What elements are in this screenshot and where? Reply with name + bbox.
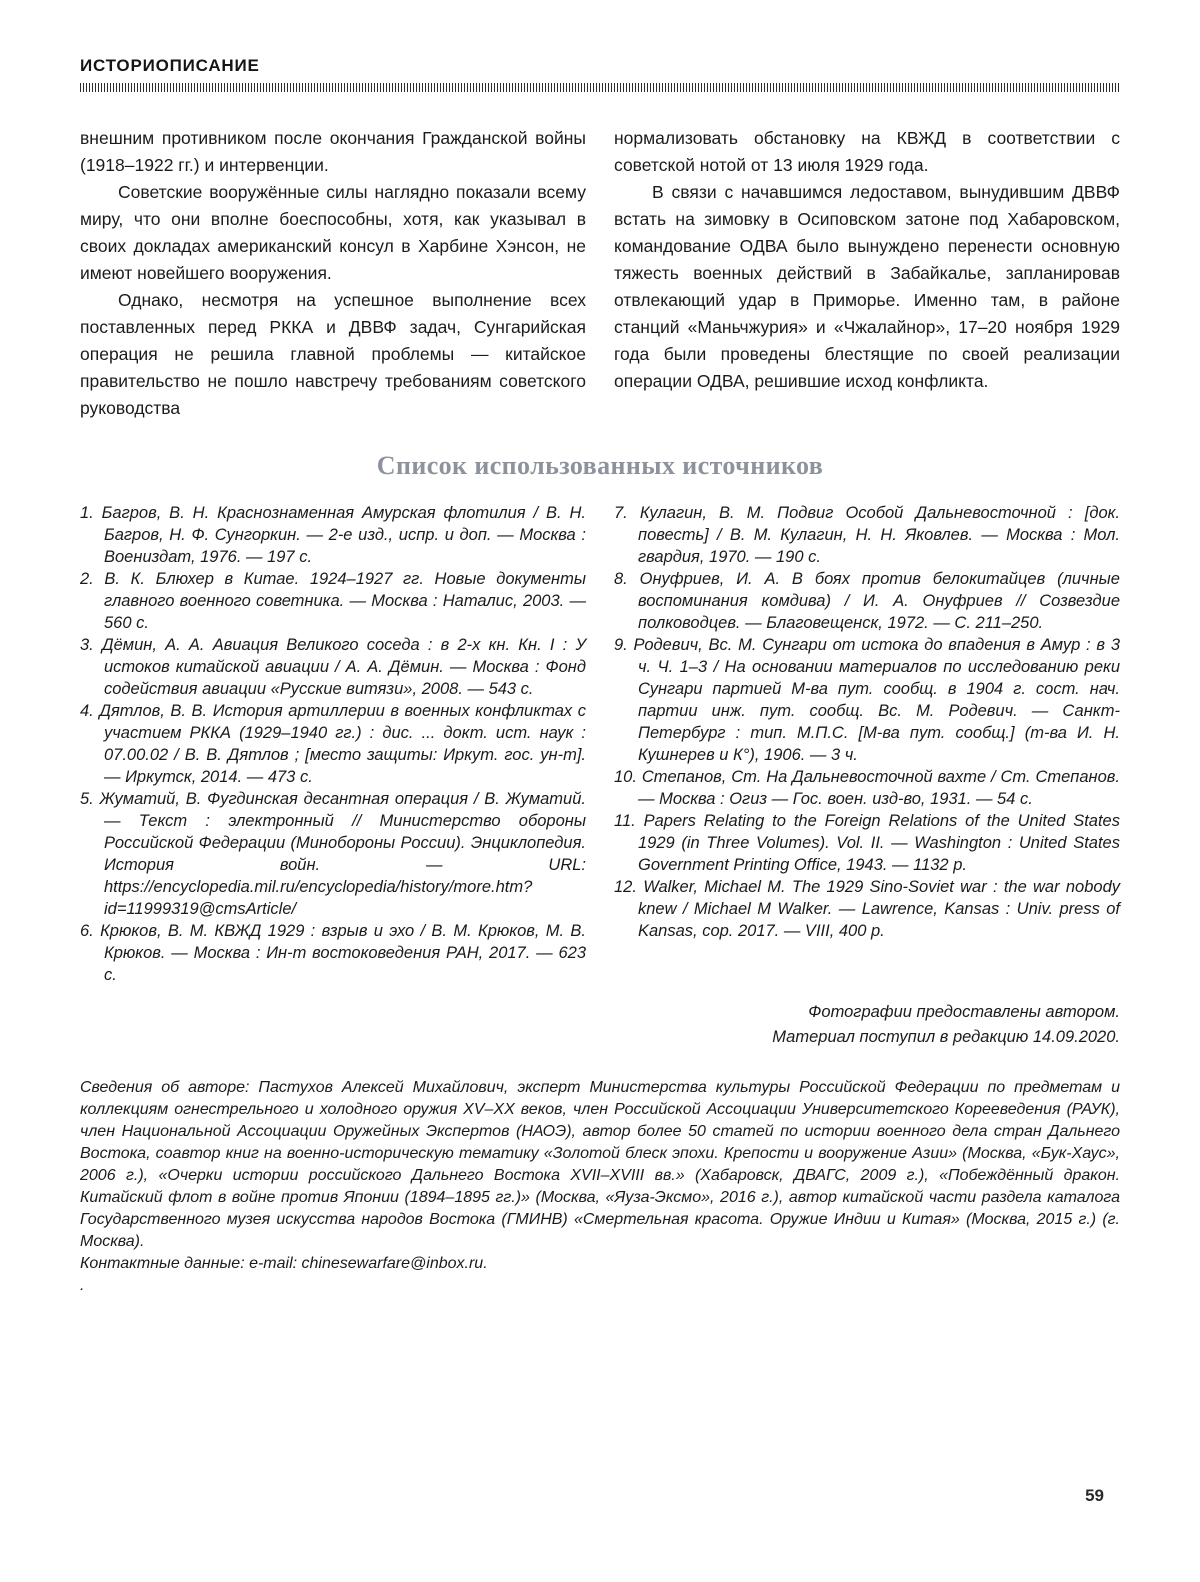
article-body [80,125,1120,422]
body-right-column [614,125,1120,422]
editorial-notes [80,1000,1120,1050]
reference-item: 11. Papers Relating to the Foreign Relations of the United States 1929 (in Three Volumes). Vol. II. — Washington : United States Government Printing Office, 1943. — 1132 p. [614,812,1120,874]
body-paragraph: Советские вооружённые силы наглядно показали всему миру, что они вполне боеспособны, хотя, как указывал в своих докладах американский консул в Харбине Хэнсон, не имеют новейшего вооружения. [80,182,586,283]
page-number: 59 [1085,1486,1104,1505]
reference-item: 5. Жуматий, В. Фугдинская десантная операция / В. Жуматий. — Текст : электронный // Министерство обороны Российской Федерации (Минобороны России). Энциклопедия. История войн. — URL: https://encyclopedia.mil.ru/encyclopedia/history/more.htm?id=11999319@cmsArticle/ [80,790,586,918]
body-paragraph: внешним противником после окончания Гражданской войны (1918–1922 гг.) и интервенции. [80,128,586,175]
reference-item: 7. Кулагин, В. М. Подвиг Особой Дальневосточной : [док. повесть] / В. М. Кулагин, Н. Н. Яковлев. — Москва : Мол. гвардия, 1970. — 190 с. [614,504,1120,566]
reference-item: 12. Walker, Michael M. The 1929 Sino-Soviet war : the war nobody knew / Michael M Walker. — Lawrence, Kansas : Univ. press of Kansas, cop. 2017. — VIII, 400 p. [614,878,1120,940]
reference-item: 3. Дёмин, А. А. Авиация Великого соседа : в 2-х кн. Кн. I : У истоков китайской авиации / А. А. Дёмин. — Москва : Фонд содействия авиации «Русские витязи», 2008. — 543 с. [80,636,586,698]
reference-item: 8. Онуфриев, И. А. В боях против белокитайцев (личные воспоминания комдива) / И. А. Онуфриев // Созвездие полководцев. — Благовещенск, 1972. — С. 211–250. [614,570,1120,632]
section-title: ИСТОРИОПИСАНИЕ [80,56,260,75]
page-header [80,56,1120,92]
body-paragraph: Однако, несмотря на успешное выполнение всех поставленных перед РККА и ДВВФ задач, Сунгарийская операция не решила главной проблемы — китайское правительство не пошло навстречу требованиям советского руководства [80,290,586,418]
author-info-block [80,1077,1120,1297]
sources-heading: Список использованных источников [376,451,824,480]
author-bio: Сведения об авторе: Пастухов Алексей Михайлович, эксперт Министерства культуры Российской Федерации по предметам и коллекциям огнестрельного и холодного оружия XV–XX веков, член Российской Ассоциации Университетского Корееведения (РАУК), член Национальной Ассоциации Оружейных Экспертов (НАОЭ), автор более 50 статей по истории военного дела стран Дальнего Востока, соавтор книг на военно-историческую тематику «Золотой блеск эпохи. Крепости и вооружение Азии» (Москва, «Бук-Хаус», 2006 г.), «Очерки истории российского Дальнего Востока XVII–XVIII вв.» (Хабаровск, ДВАГС, 2009 г.), «Побеждённый дракон. Китайский флот в войне против Японии (1894–1895 гг.)» (Москва, «Яуза-Эксмо», 2016 г.), автор китайской части раздела каталога Государственного музея искусства народов Востока (ГМИНВ) «Смертельная красота. Оружие Индии и Китая» (Москва, 2015 г.) (г. Москва). [80,1079,1120,1250]
manuscript-received-note: Материал поступил в редакцию 14.09.2020. [772,1028,1120,1046]
references-list [80,502,1120,986]
trailing-dot: . [80,1277,85,1294]
body-left-column [80,125,586,422]
references-right-column [614,502,1120,986]
body-paragraph: нормализовать обстановку на КВЖД в соответствии с советской нотой от 13 июля 1929 года. [614,128,1120,175]
author-contacts: Контактные данные: e-mail: chinesewarfare@inbox.ru. [80,1255,488,1272]
photos-credit-note: Фотографии предоставлены автором. [808,1003,1120,1021]
reference-item: 2. В. К. Блюхер в Китае. 1924–1927 гг. Новые документы главного военного советника. — Москва : Наталис, 2003. — 560 с. [80,570,586,632]
body-paragraph: В связи с начавшимся ледоставом, вынудившим ДВВФ встать на зимовку в Осиповском затоне под Хабаровском, командование ОДВА было вынуждено перенести основную тяжесть военных действий в Забайкалье, запланировав отвлекающий удар в Приморье. Именно там, в районе станций «Маньчжурия» и «Чжалайнор», 17–20 ноября 1929 года были проведены блестящие по своей реализации операции ОДВА, решившие исход конфликта. [614,182,1120,391]
reference-item: 9. Родевич, Вс. М. Сунгари от истока до впадения в Амур : в 3 ч. Ч. 1–3 / На основании материалов по исследованию реки Сунгари партией М-ва пут. сообщ. в 1904 г. сост. нач. партии инж. пут. сообщ. Вс. М. Родевич. — Санкт-Петербург : тип. М.П.С. [М-ва пут. сообщ.] (т-ва И. Н. Кушнерев и К°), 1906. — 3 ч. [614,636,1120,764]
reference-item: 10. Степанов, Ст. На Дальневосточной вахте / Ст. Степанов. — Москва : Огиз — Гос. воен. изд-во, 1931. — 54 с. [614,768,1120,808]
reference-item: 1. Багров, В. Н. Краснознаменная Амурская флотилия / В. Н. Багров, Н. Ф. Сунгоркин. — 2-е изд., испр. и доп. — Москва : Воениздат, 1976. — 197 с. [80,504,586,566]
references-left-column [80,502,586,986]
hatched-divider [80,83,1120,92]
reference-item: 6. Крюков, В. М. КВЖД 1929 : взрыв и эхо / В. М. Крюков, М. В. Крюков. — Москва : Ин-т востоковедения РАН, 2017. — 623 с. [80,922,586,984]
reference-item: 4. Дятлов, В. В. История артиллерии в военных конфликтах с участием РККА (1929–1940 гг.) : дис. ... докт. ист. наук : 07.00.02 / В. В. Дятлов ; [место защиты: Иркут. гос. ун-т]. — Иркутск, 2014. — 473 с. [80,702,586,786]
